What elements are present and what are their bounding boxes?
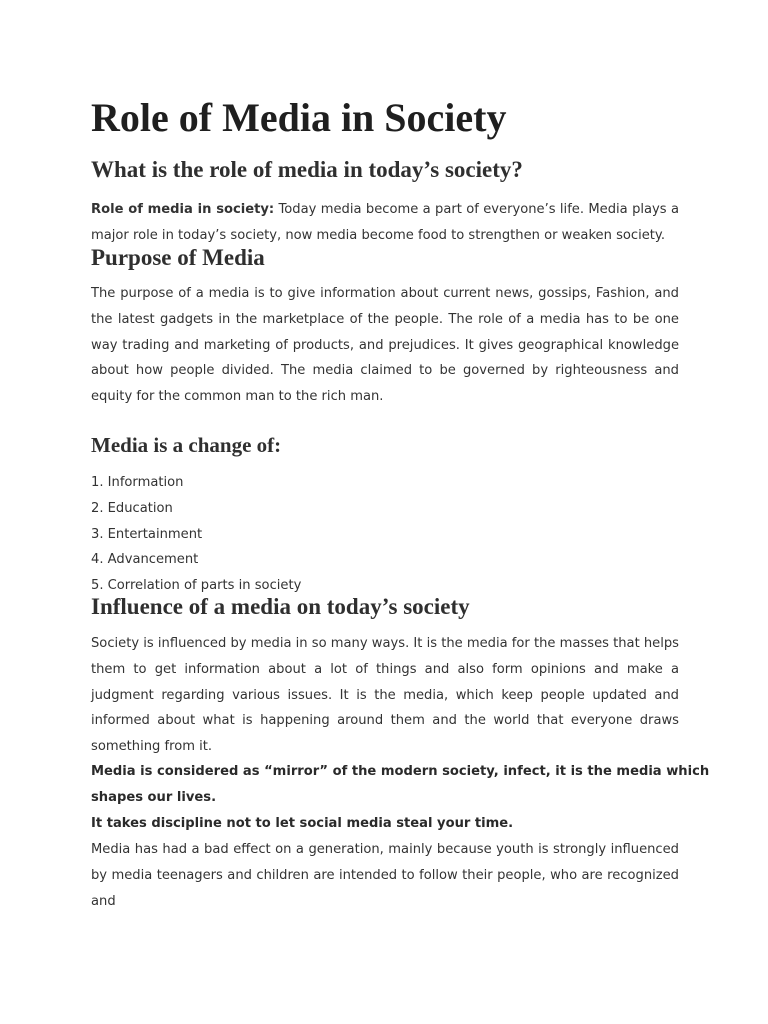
discipline-statement: It takes discipline not to let social media steal your time. <box>91 816 514 831</box>
page-title: Role of Media in Society <box>91 95 507 140</box>
bad-effect-paragraph: Media has had a bad effect on a generation, mainly because youth is strongly influenced by media teenagers and children are intended to follow their people, who are recognized and <box>91 842 679 909</box>
list-item: 3. Entertainment <box>91 526 203 542</box>
purpose-heading: Purpose of Media <box>91 245 265 270</box>
change-list <box>91 470 301 599</box>
intro-label: Role of media in society: <box>91 202 275 217</box>
influence-paragraph: Society is influenced by media in so many ways. It is the media for the masses that helps them to get information about a lot of things and also form opinions and make a judgment regarding various issues. It is the media, which keep people updated and informed about what is happening around them and the world that everyone draws something from it. <box>91 636 679 755</box>
purpose-paragraph: The purpose of a media is to give information about current news, gossips, Fashion, and the latest gadgets in the marketplace of the people. The role of a media has to be one way trading and marketing of products, and prejudices. It gives geographical knowledge about how people divided. The media claimed to be governed by righteousness and equity for the common man to the rich man. <box>91 286 679 405</box>
list-item: 1. Information <box>91 475 184 490</box>
mirror-statement-line-1: Media is considered as “mirror” of the modern society, infect, it is the media which <box>91 764 710 779</box>
change-heading: Media is a change of: <box>91 433 282 457</box>
influence-heading: Influence of a media on today’s society <box>91 594 470 619</box>
intro-paragraph <box>91 197 679 249</box>
list-item: 5. Correlation of parts in society <box>91 578 302 594</box>
mirror-statement-line-2: shapes our lives. <box>91 790 217 805</box>
list-item: 4. Advancement <box>91 552 199 568</box>
list-item: 2. Education <box>91 500 173 516</box>
intro-text: Today media become a part of everyone’s life. Media plays a major role in today’s society, now media become food to strengthen or weaken society. <box>91 202 679 243</box>
role-question-heading: What is the role of media in today’s society? <box>91 157 523 182</box>
